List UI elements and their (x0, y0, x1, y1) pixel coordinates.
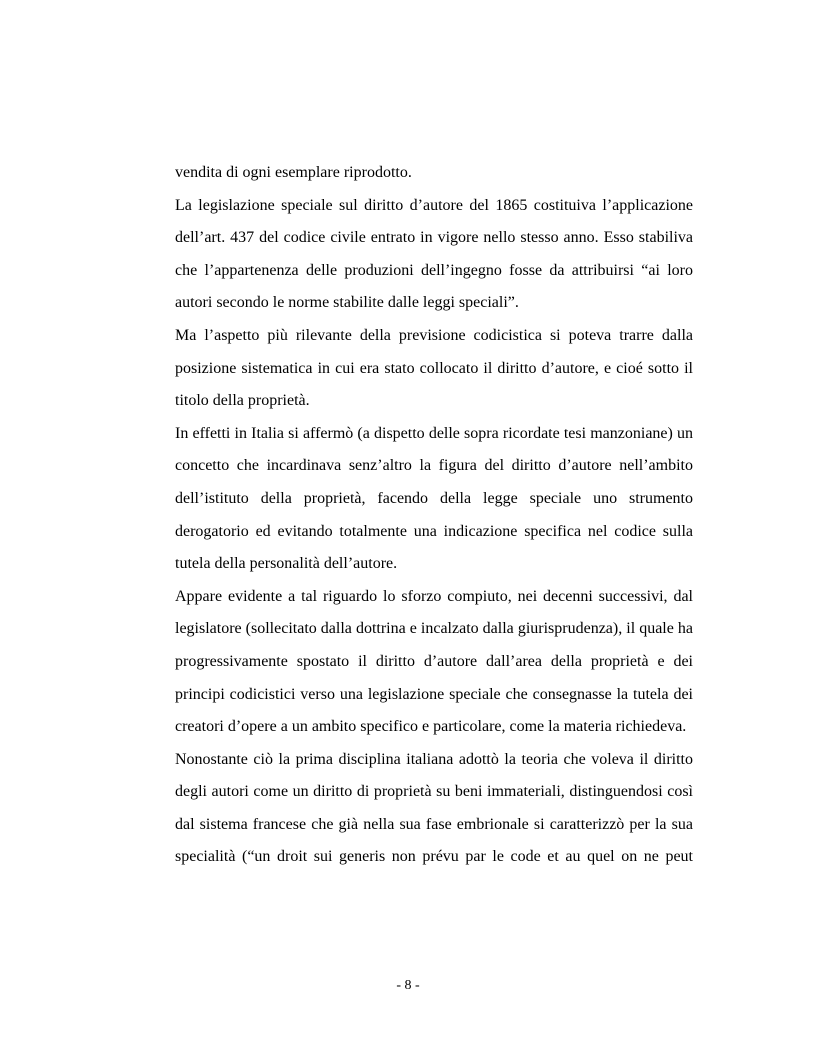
text-line: specialità (“un droit sui generis non prévu par le code et au quel on ne peut (175, 848, 693, 866)
text-line: tutela della personalità dell’autore. (175, 555, 398, 573)
text-line: concetto che incardinava senz’altro la figura del diritto d’autore nell’ambito (175, 457, 693, 475)
text-line: autori secondo le norme stabilite dalle leggi speciali”. (175, 294, 519, 312)
text-line: La legislazione speciale sul diritto d’autore del 1865 costituiva l’applicazione (175, 196, 693, 214)
text-line: legislatore (sollecitato dalla dottrina e incalzato dalla giurisprudenza), il quale ha (175, 620, 693, 638)
text-line: dal sistema francese che già nella sua fase embrionale si caratterizzò per la sua (175, 815, 693, 833)
text-line: posizione sistematica in cui era stato collocato il diritto d’autore, e cioé sotto il (175, 359, 693, 377)
page-number: - 8 - (396, 978, 420, 993)
text-line: vendita di ogni esemplare riprodotto. (175, 164, 412, 181)
text-line: derogatorio ed evitando totalmente una indicazione specifica nel codice sulla (175, 522, 693, 540)
text-line: progressivamente spostato il diritto d’autore dall’area della proprietà e dei (175, 652, 693, 670)
text-line: che l’appartenenza delle produzioni dell’ingegno fosse da attribuirsi “ai loro (175, 261, 693, 279)
text-line: In effetti in Italia si affermò (a dispetto delle sopra ricordate tesi manzoniane) un (175, 424, 693, 442)
text-line: creatori d’opere a un ambito specifico e particolare, come la materia richiedeva. (175, 718, 687, 736)
text-line: Nonostante ciò la prima disciplina italiana adottò la teoria che voleva il diritto (175, 750, 693, 768)
text-line: titolo della proprietà. (175, 392, 310, 410)
text-line: Appare evidente a tal riguardo lo sforzo compiuto, nei decenni successivi, dal (175, 587, 693, 605)
text-line: dell’istituto della proprietà, facendo della legge speciale uno strumento (175, 489, 693, 507)
text-line: degli autori come un diritto di proprietà su beni immateriali, distinguendosi così (175, 783, 693, 801)
text-line: dell’art. 437 del codice civile entrato in vigore nello stesso anno. Esso stabiliva (175, 229, 693, 247)
page-body-text (175, 157, 693, 874)
text-line: principi codicistici verso una legislazione speciale che consegnasse la tutela dei (175, 685, 693, 703)
text-line: Ma l’aspetto più rilevante della previsione codicistica si poteva trarre dalla (175, 326, 693, 344)
